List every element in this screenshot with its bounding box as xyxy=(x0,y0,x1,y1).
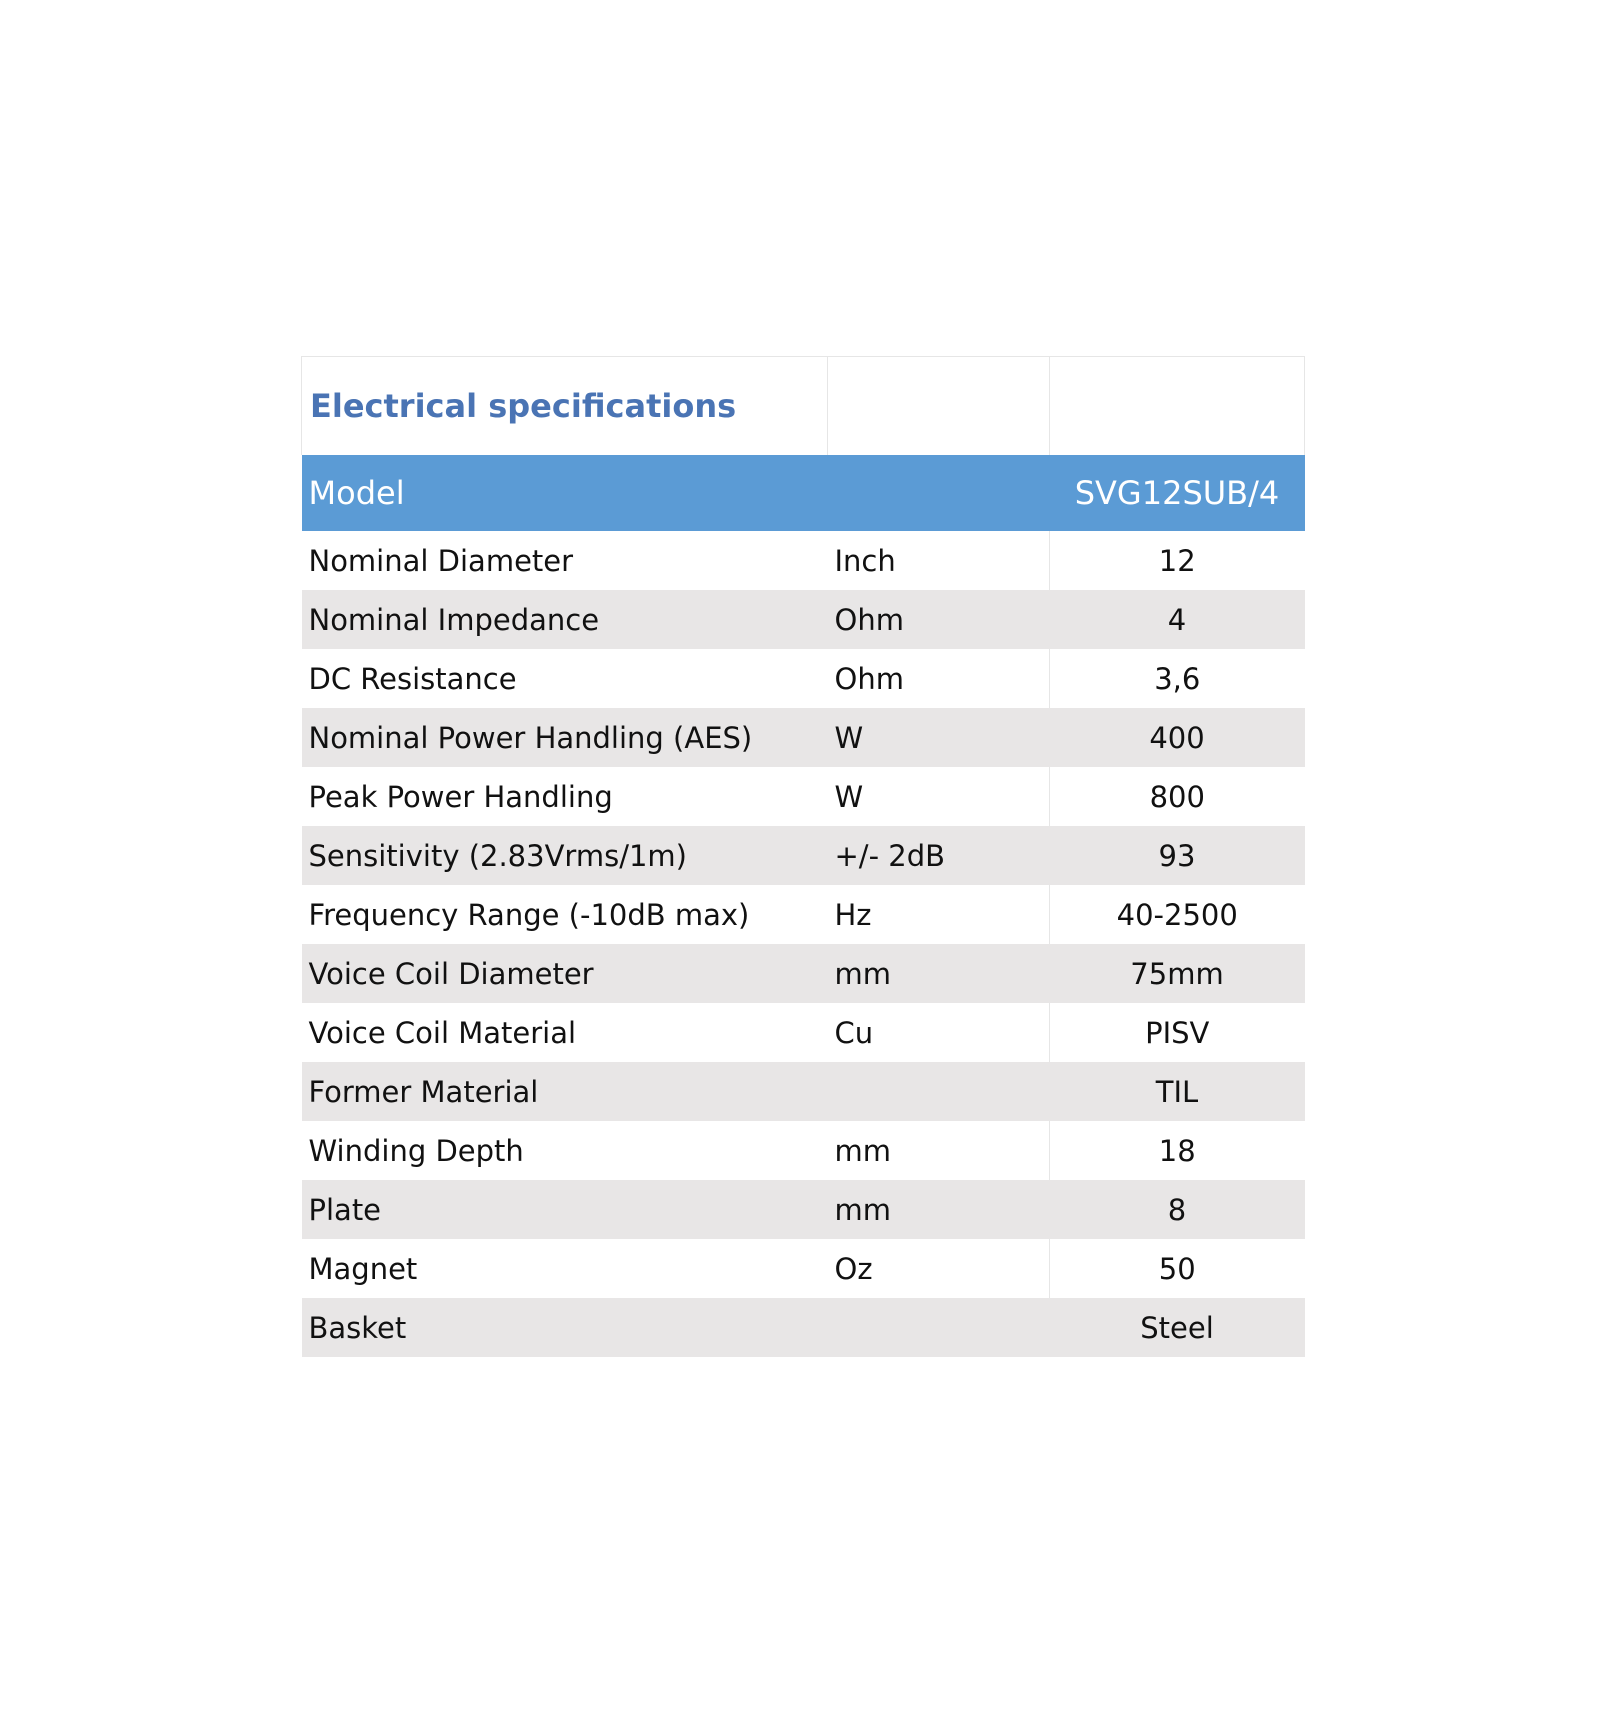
spec-unit: Ohm xyxy=(828,649,1050,708)
spec-value: 12 xyxy=(1050,531,1305,590)
spec-name: Frequency Range (-10dB max) xyxy=(302,885,828,944)
spec-unit xyxy=(828,1298,1050,1357)
table-title: Electrical specifications xyxy=(310,387,737,425)
spec-value: 8 xyxy=(1050,1180,1305,1239)
spec-value: 800 xyxy=(1050,767,1305,826)
spec-value: 18 xyxy=(1050,1121,1305,1180)
spec-unit: Inch xyxy=(828,531,1050,590)
spec-unit: Oz xyxy=(828,1239,1050,1298)
spec-row xyxy=(302,944,1305,1003)
spec-value: 400 xyxy=(1050,708,1305,767)
spec-table xyxy=(301,356,1305,1357)
spec-name: Peak Power Handling xyxy=(302,767,828,826)
spec-row xyxy=(302,531,1305,590)
spec-value: 40-2500 xyxy=(1050,885,1305,944)
spec-value: 3,6 xyxy=(1050,649,1305,708)
spec-value: 4 xyxy=(1050,590,1305,649)
spec-row xyxy=(302,1180,1305,1239)
spec-name: Basket xyxy=(302,1298,828,1357)
model-value: SVG12SUB/4 xyxy=(1050,455,1305,531)
spec-value: Steel xyxy=(1050,1298,1305,1357)
spec-row xyxy=(302,885,1305,944)
spec-value: TIL xyxy=(1050,1062,1305,1121)
title-empty-cell xyxy=(828,357,1050,456)
spec-name: Nominal Impedance xyxy=(302,590,828,649)
spec-name: Nominal Diameter xyxy=(302,531,828,590)
spec-row xyxy=(302,1298,1305,1357)
spec-name: Voice Coil Diameter xyxy=(302,944,828,1003)
spec-row xyxy=(302,590,1305,649)
spec-unit: W xyxy=(828,767,1050,826)
spec-name: DC Resistance xyxy=(302,649,828,708)
title-cell xyxy=(302,357,828,456)
model-label: Model xyxy=(302,455,1050,531)
spec-row xyxy=(302,708,1305,767)
spec-row xyxy=(302,649,1305,708)
spec-unit: mm xyxy=(828,1121,1050,1180)
spec-value: PISV xyxy=(1050,1003,1305,1062)
spec-unit: +/- 2dB xyxy=(828,826,1050,885)
spec-row xyxy=(302,826,1305,885)
spec-row xyxy=(302,1062,1305,1121)
model-header-row xyxy=(302,455,1305,531)
spec-name: Sensitivity (2.83Vrms/1m) xyxy=(302,826,828,885)
spec-unit: W xyxy=(828,708,1050,767)
spec-name: Former Material xyxy=(302,1062,828,1121)
spec-value: 93 xyxy=(1050,826,1305,885)
spec-row xyxy=(302,1003,1305,1062)
title-row xyxy=(302,357,1305,456)
spec-unit xyxy=(828,1062,1050,1121)
spec-unit: mm xyxy=(828,1180,1050,1239)
spec-name: Plate xyxy=(302,1180,828,1239)
spec-row xyxy=(302,1239,1305,1298)
spec-value: 75mm xyxy=(1050,944,1305,1003)
spec-name: Magnet xyxy=(302,1239,828,1298)
spec-row xyxy=(302,1121,1305,1180)
spec-unit: Hz xyxy=(828,885,1050,944)
spec-name: Voice Coil Material xyxy=(302,1003,828,1062)
spec-value: 50 xyxy=(1050,1239,1305,1298)
spec-unit: mm xyxy=(828,944,1050,1003)
title-empty-cell xyxy=(1050,357,1305,456)
spec-unit: Cu xyxy=(828,1003,1050,1062)
spec-row xyxy=(302,767,1305,826)
spec-name: Winding Depth xyxy=(302,1121,828,1180)
spec-unit: Ohm xyxy=(828,590,1050,649)
spec-name: Nominal Power Handling (AES) xyxy=(302,708,828,767)
